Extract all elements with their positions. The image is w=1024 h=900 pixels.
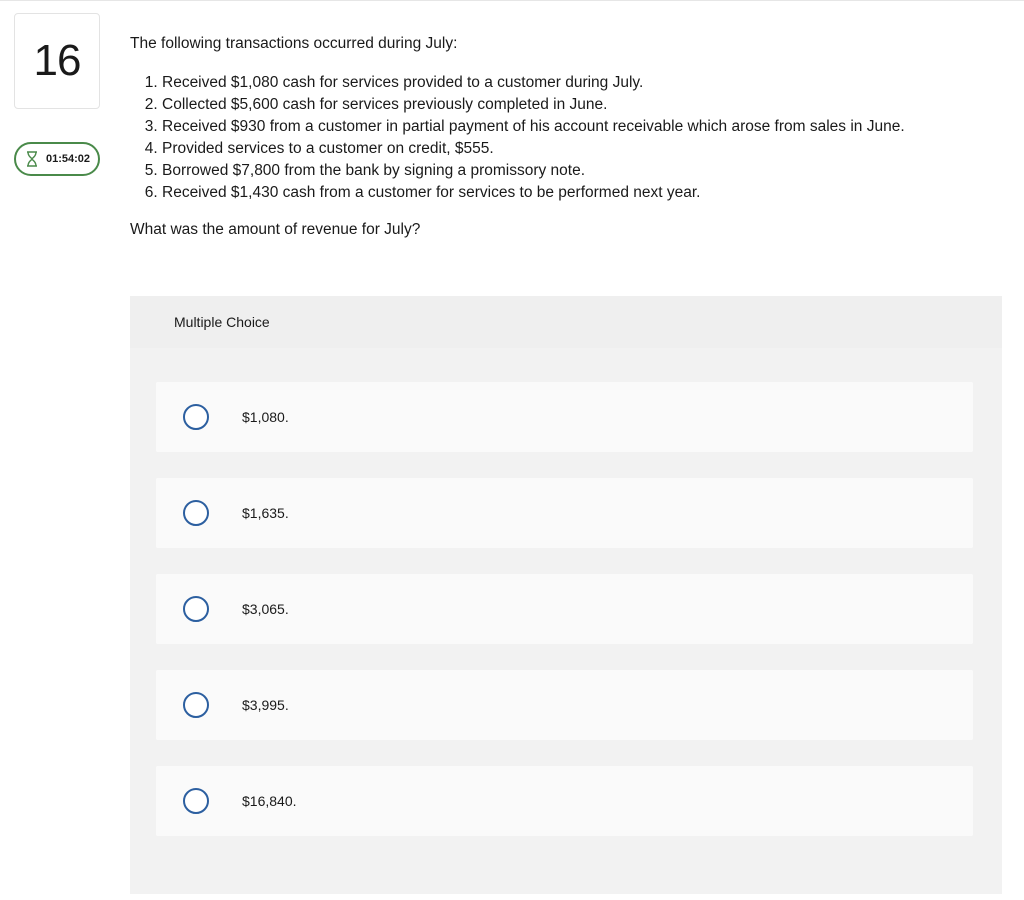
list-item: 1. Received $1,080 cash for services provided to a customer during July. [162,72,990,94]
list-item: 2. Collected $5,600 cash for services previously completed in June. [162,94,990,116]
timer-value: 01:54:02 [46,153,91,165]
list-item: 3. Received $930 from a customer in partial payment of his account receivable which arose from sales in June. [162,116,990,138]
answer-options [156,382,973,862]
question-prompt: What was the amount of revenue for July? [130,221,421,238]
question-stem [130,34,990,240]
hourglass-icon [26,151,38,167]
answer-label: $1,635. [242,505,289,521]
radio-button[interactable] [183,692,209,718]
list-item: 4. Provided services to a customer on credit, $555. [162,138,990,160]
question-intro: The following transactions occurred during July: [130,35,458,52]
answer-option-1[interactable] [156,382,973,452]
radio-button[interactable] [183,404,209,430]
radio-button[interactable] [183,596,209,622]
question-number: 16 [14,13,100,109]
answer-label: $3,065. [242,601,289,617]
timer-badge[interactable] [14,142,100,176]
answer-label: $1,080. [242,409,289,425]
answer-option-3[interactable] [156,574,973,644]
answer-option-4[interactable] [156,670,973,740]
transaction-list [130,72,990,204]
multiple-choice-header: Multiple Choice [130,296,1002,348]
list-item: 6. Received $1,430 cash from a customer for services to be performed next year. [162,182,990,204]
top-divider [0,0,1024,1]
multiple-choice-panel [130,296,1002,894]
answer-label: $16,840. [242,793,297,809]
answer-label: $3,995. [242,697,289,713]
answer-option-5[interactable] [156,766,973,836]
radio-button[interactable] [183,500,209,526]
list-item: 5. Borrowed $7,800 from the bank by signing a promissory note. [162,160,990,182]
answer-option-2[interactable] [156,478,973,548]
radio-button[interactable] [183,788,209,814]
